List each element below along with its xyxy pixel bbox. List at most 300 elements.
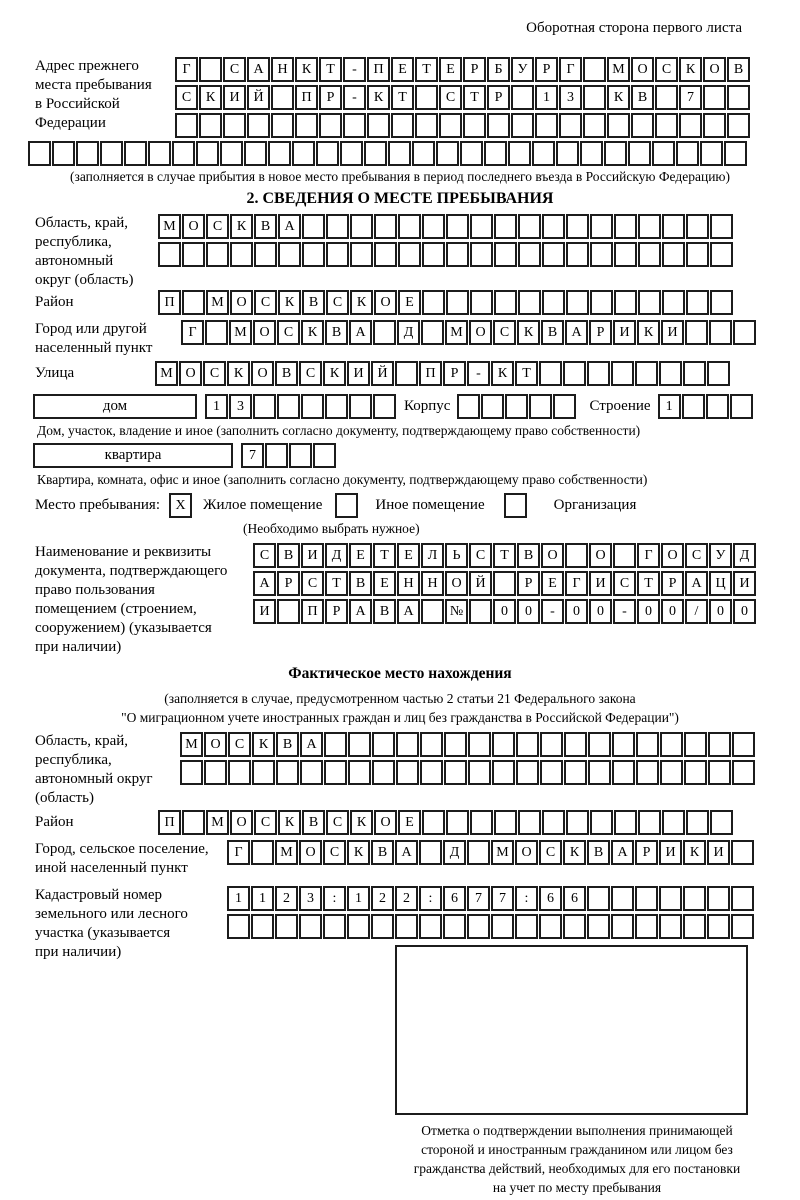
form-cell[interactable] [614, 810, 637, 835]
form-cell[interactable]: С [469, 543, 492, 568]
form-cell[interactable]: Й [371, 361, 394, 386]
form-cell[interactable]: О [703, 57, 726, 82]
form-cell[interactable] [655, 113, 678, 138]
form-cell[interactable]: Р [319, 85, 342, 110]
form-cell[interactable]: С [206, 214, 229, 239]
form-cell[interactable]: Р [635, 840, 658, 865]
form-cell[interactable]: Г [559, 57, 582, 82]
form-cell[interactable]: И [301, 543, 324, 568]
form-cell[interactable]: Н [397, 571, 420, 596]
form-cell[interactable]: Т [391, 85, 414, 110]
form-cell[interactable] [588, 732, 611, 757]
form-cell[interactable] [446, 290, 469, 315]
form-cell[interactable] [265, 443, 288, 468]
form-cell[interactable]: Р [535, 57, 558, 82]
form-cell[interactable] [244, 141, 267, 166]
form-cell[interactable] [446, 242, 469, 267]
form-cell[interactable]: К [367, 85, 390, 110]
form-cell[interactable] [566, 242, 589, 267]
form-cell[interactable]: Н [271, 57, 294, 82]
form-cell[interactable]: 2 [371, 886, 394, 911]
form-cell[interactable] [205, 320, 228, 345]
form-cell[interactable]: К [230, 214, 253, 239]
form-cell[interactable]: К [301, 320, 324, 345]
form-cell[interactable]: С [228, 732, 251, 757]
form-cell[interactable] [374, 214, 397, 239]
form-cell[interactable] [638, 290, 661, 315]
form-cell[interactable] [415, 85, 438, 110]
form-cell[interactable]: Ь [445, 543, 468, 568]
form-cell[interactable]: О [374, 290, 397, 315]
form-cell[interactable] [529, 394, 552, 419]
form-cell[interactable] [553, 394, 576, 419]
form-cell[interactable] [289, 443, 312, 468]
form-cell[interactable] [247, 113, 270, 138]
form-cell[interactable] [422, 810, 445, 835]
form-cell[interactable] [251, 840, 274, 865]
form-cell[interactable]: О [374, 810, 397, 835]
form-cell[interactable] [492, 760, 515, 785]
form-cell[interactable] [300, 760, 323, 785]
form-cell[interactable] [180, 760, 203, 785]
form-cell[interactable] [228, 760, 251, 785]
form-cell[interactable] [460, 141, 483, 166]
form-cell[interactable] [251, 914, 274, 939]
form-cell[interactable]: 0 [733, 599, 756, 624]
form-cell[interactable]: 7 [679, 85, 702, 110]
form-cell[interactable]: Д [397, 320, 420, 345]
form-cell[interactable] [613, 543, 636, 568]
form-cell[interactable]: Р [487, 85, 510, 110]
form-cell[interactable]: Т [373, 543, 396, 568]
form-cell[interactable]: К [683, 840, 706, 865]
form-cell[interactable]: Р [277, 571, 300, 596]
form-cell[interactable] [706, 394, 729, 419]
form-cell[interactable]: С [253, 543, 276, 568]
form-cell[interactable] [457, 394, 480, 419]
form-cell[interactable]: В [349, 571, 372, 596]
form-cell[interactable] [731, 914, 754, 939]
form-cell[interactable] [419, 914, 442, 939]
form-cell[interactable]: П [295, 85, 318, 110]
form-cell[interactable] [324, 760, 347, 785]
form-cell[interactable]: 7 [467, 886, 490, 911]
form-cell[interactable]: : [515, 886, 538, 911]
form-cell[interactable] [604, 141, 627, 166]
form-cell[interactable]: С [277, 320, 300, 345]
form-cell[interactable] [301, 394, 324, 419]
form-cell[interactable]: П [301, 599, 324, 624]
form-cell[interactable]: В [275, 361, 298, 386]
form-cell[interactable] [564, 760, 587, 785]
form-cell[interactable]: 3 [559, 85, 582, 110]
form-cell[interactable]: - [467, 361, 490, 386]
form-cell[interactable]: Е [373, 571, 396, 596]
apartment-box[interactable]: квартира [33, 443, 233, 468]
form-cell[interactable]: П [158, 290, 181, 315]
form-cell[interactable] [422, 242, 445, 267]
form-cell[interactable]: Е [349, 543, 372, 568]
form-cell[interactable]: М [180, 732, 203, 757]
form-cell[interactable] [276, 760, 299, 785]
form-cell[interactable] [487, 113, 510, 138]
form-cell[interactable]: А [397, 599, 420, 624]
form-cell[interactable]: И [589, 571, 612, 596]
form-cell[interactable]: С [493, 320, 516, 345]
form-cell[interactable]: И [253, 599, 276, 624]
form-cell[interactable]: А [349, 320, 372, 345]
form-cell[interactable] [731, 840, 754, 865]
form-cell[interactable]: Е [439, 57, 462, 82]
form-cell[interactable]: М [275, 840, 298, 865]
form-cell[interactable]: В [541, 320, 564, 345]
form-cell[interactable]: С [613, 571, 636, 596]
form-cell[interactable]: 1 [251, 886, 274, 911]
form-cell[interactable] [373, 394, 396, 419]
form-cell[interactable] [628, 141, 651, 166]
form-cell[interactable] [559, 113, 582, 138]
form-cell[interactable] [172, 141, 195, 166]
form-cell[interactable] [148, 141, 171, 166]
form-cell[interactable]: Р [443, 361, 466, 386]
form-cell[interactable] [421, 599, 444, 624]
form-cell[interactable] [444, 732, 467, 757]
form-cell[interactable]: И [707, 840, 730, 865]
form-cell[interactable]: 0 [637, 599, 660, 624]
form-cell[interactable]: Т [325, 571, 348, 596]
form-cell[interactable]: О [253, 320, 276, 345]
form-cell[interactable] [439, 113, 462, 138]
form-cell[interactable] [732, 760, 755, 785]
form-cell[interactable]: К [679, 57, 702, 82]
form-cell[interactable] [367, 113, 390, 138]
form-cell[interactable] [446, 214, 469, 239]
form-cell[interactable] [340, 141, 363, 166]
form-cell[interactable]: - [613, 599, 636, 624]
form-cell[interactable] [494, 242, 517, 267]
form-cell[interactable]: Е [398, 290, 421, 315]
form-cell[interactable] [612, 732, 635, 757]
form-cell[interactable] [278, 242, 301, 267]
form-cell[interactable] [326, 242, 349, 267]
house-box[interactable]: дом [33, 394, 197, 419]
form-cell[interactable]: Г [565, 571, 588, 596]
form-cell[interactable] [590, 290, 613, 315]
form-cell[interactable]: Т [637, 571, 660, 596]
form-cell[interactable]: Р [463, 57, 486, 82]
form-cell[interactable] [374, 242, 397, 267]
form-cell[interactable] [556, 141, 579, 166]
form-cell[interactable]: М [491, 840, 514, 865]
form-cell[interactable]: 1 [347, 886, 370, 911]
form-cell[interactable]: № [445, 599, 468, 624]
form-cell[interactable]: Д [733, 543, 756, 568]
form-cell[interactable] [516, 760, 539, 785]
form-cell[interactable] [275, 914, 298, 939]
form-cell[interactable] [710, 290, 733, 315]
form-cell[interactable]: С [203, 361, 226, 386]
form-cell[interactable]: М [607, 57, 630, 82]
form-cell[interactable]: С [323, 840, 346, 865]
form-cell[interactable] [505, 394, 528, 419]
form-cell[interactable]: И [613, 320, 636, 345]
form-cell[interactable] [302, 214, 325, 239]
form-cell[interactable] [388, 141, 411, 166]
form-cell[interactable] [708, 732, 731, 757]
form-cell[interactable]: О [179, 361, 202, 386]
form-cell[interactable] [371, 914, 394, 939]
form-cell[interactable] [724, 141, 747, 166]
form-cell[interactable] [299, 914, 322, 939]
form-cell[interactable]: А [300, 732, 323, 757]
stay-option-residential-checkbox[interactable]: X [169, 493, 192, 518]
form-cell[interactable]: - [541, 599, 564, 624]
form-cell[interactable]: Т [463, 85, 486, 110]
form-cell[interactable] [395, 361, 418, 386]
form-cell[interactable]: С [655, 57, 678, 82]
form-cell[interactable] [682, 394, 705, 419]
form-cell[interactable] [588, 760, 611, 785]
form-cell[interactable]: Т [319, 57, 342, 82]
form-cell[interactable] [316, 141, 339, 166]
form-cell[interactable] [253, 394, 276, 419]
form-cell[interactable] [542, 290, 565, 315]
form-cell[interactable] [372, 732, 395, 757]
form-cell[interactable] [612, 760, 635, 785]
form-cell[interactable]: И [347, 361, 370, 386]
form-cell[interactable]: В [727, 57, 750, 82]
form-cell[interactable] [700, 141, 723, 166]
form-cell[interactable] [611, 886, 634, 911]
form-cell[interactable] [660, 732, 683, 757]
form-cell[interactable] [707, 914, 730, 939]
form-cell[interactable] [470, 214, 493, 239]
form-cell[interactable] [254, 242, 277, 267]
form-cell[interactable]: А [247, 57, 270, 82]
form-cell[interactable] [398, 214, 421, 239]
form-cell[interactable] [295, 113, 318, 138]
form-cell[interactable] [638, 810, 661, 835]
form-cell[interactable] [271, 113, 294, 138]
form-cell[interactable]: О [469, 320, 492, 345]
form-cell[interactable]: 1 [535, 85, 558, 110]
form-cell[interactable] [481, 394, 504, 419]
form-cell[interactable] [324, 732, 347, 757]
form-cell[interactable] [444, 760, 467, 785]
form-cell[interactable] [511, 85, 534, 110]
form-cell[interactable] [175, 113, 198, 138]
form-cell[interactable]: С [301, 571, 324, 596]
form-cell[interactable]: К [252, 732, 275, 757]
form-cell[interactable]: К [491, 361, 514, 386]
form-cell[interactable] [518, 242, 541, 267]
form-cell[interactable] [391, 113, 414, 138]
form-cell[interactable]: Т [515, 361, 538, 386]
form-cell[interactable] [325, 394, 348, 419]
form-cell[interactable]: Й [469, 571, 492, 596]
form-cell[interactable] [220, 141, 243, 166]
form-cell[interactable] [607, 113, 630, 138]
form-cell[interactable]: Д [325, 543, 348, 568]
form-cell[interactable] [373, 320, 396, 345]
form-cell[interactable] [587, 361, 610, 386]
form-cell[interactable]: П [158, 810, 181, 835]
form-cell[interactable]: М [206, 290, 229, 315]
form-cell[interactable] [302, 242, 325, 267]
form-cell[interactable]: : [323, 886, 346, 911]
form-cell[interactable] [516, 732, 539, 757]
form-cell[interactable] [679, 113, 702, 138]
form-cell[interactable]: 7 [491, 886, 514, 911]
form-cell[interactable]: И [223, 85, 246, 110]
form-cell[interactable] [563, 361, 586, 386]
form-cell[interactable] [518, 810, 541, 835]
form-cell[interactable] [659, 886, 682, 911]
form-cell[interactable] [396, 732, 419, 757]
form-cell[interactable] [707, 361, 730, 386]
form-cell[interactable] [587, 914, 610, 939]
form-cell[interactable] [583, 57, 606, 82]
form-cell[interactable] [710, 810, 733, 835]
form-cell[interactable] [662, 214, 685, 239]
form-cell[interactable] [708, 760, 731, 785]
form-cell[interactable] [518, 290, 541, 315]
form-cell[interactable]: О [661, 543, 684, 568]
form-cell[interactable]: О [631, 57, 654, 82]
form-cell[interactable]: Й [247, 85, 270, 110]
form-cell[interactable] [470, 810, 493, 835]
form-cell[interactable]: Д [443, 840, 466, 865]
form-cell[interactable] [660, 760, 683, 785]
form-cell[interactable] [350, 214, 373, 239]
form-cell[interactable]: В [276, 732, 299, 757]
form-cell[interactable]: К [227, 361, 250, 386]
form-cell[interactable] [124, 141, 147, 166]
form-cell[interactable]: К [278, 810, 301, 835]
form-cell[interactable] [28, 141, 51, 166]
form-cell[interactable] [422, 214, 445, 239]
form-cell[interactable] [638, 242, 661, 267]
form-cell[interactable]: О [230, 810, 253, 835]
form-cell[interactable]: 7 [241, 443, 264, 468]
form-cell[interactable]: Н [421, 571, 444, 596]
form-cell[interactable] [204, 760, 227, 785]
form-cell[interactable]: В [302, 290, 325, 315]
form-cell[interactable] [492, 732, 515, 757]
form-cell[interactable]: С [254, 290, 277, 315]
form-cell[interactable] [733, 320, 756, 345]
form-cell[interactable] [540, 760, 563, 785]
form-cell[interactable] [223, 113, 246, 138]
form-cell[interactable] [182, 810, 205, 835]
form-cell[interactable] [494, 290, 517, 315]
form-cell[interactable] [566, 810, 589, 835]
form-cell[interactable] [158, 242, 181, 267]
form-cell[interactable] [566, 290, 589, 315]
form-cell[interactable]: Е [391, 57, 414, 82]
form-cell[interactable] [420, 732, 443, 757]
form-cell[interactable]: Р [325, 599, 348, 624]
form-cell[interactable] [532, 141, 555, 166]
form-cell[interactable] [268, 141, 291, 166]
form-cell[interactable] [542, 214, 565, 239]
form-cell[interactable]: 2 [275, 886, 298, 911]
form-cell[interactable] [727, 113, 750, 138]
form-cell[interactable]: А [685, 571, 708, 596]
form-cell[interactable]: А [395, 840, 418, 865]
form-cell[interactable]: 3 [229, 394, 252, 419]
form-cell[interactable]: Г [637, 543, 660, 568]
form-cell[interactable]: К [347, 840, 370, 865]
form-cell[interactable]: 0 [709, 599, 732, 624]
form-cell[interactable]: 6 [539, 886, 562, 911]
form-cell[interactable]: В [254, 214, 277, 239]
form-cell[interactable] [583, 85, 606, 110]
form-cell[interactable] [659, 914, 682, 939]
form-cell[interactable]: С [439, 85, 462, 110]
form-cell[interactable]: В [517, 543, 540, 568]
form-cell[interactable]: 6 [443, 886, 466, 911]
form-cell[interactable]: С [685, 543, 708, 568]
form-cell[interactable] [421, 320, 444, 345]
form-cell[interactable] [590, 810, 613, 835]
form-cell[interactable]: О [445, 571, 468, 596]
form-cell[interactable] [349, 394, 372, 419]
form-cell[interactable]: С [175, 85, 198, 110]
form-cell[interactable] [727, 85, 750, 110]
form-cell[interactable] [252, 760, 275, 785]
form-cell[interactable] [277, 599, 300, 624]
form-cell[interactable] [182, 242, 205, 267]
form-cell[interactable] [182, 290, 205, 315]
form-cell[interactable]: 3 [299, 886, 322, 911]
form-cell[interactable] [587, 886, 610, 911]
form-cell[interactable] [350, 242, 373, 267]
form-cell[interactable] [199, 57, 222, 82]
form-cell[interactable]: В [587, 840, 610, 865]
form-cell[interactable] [227, 914, 250, 939]
form-cell[interactable] [732, 732, 755, 757]
form-cell[interactable]: 0 [493, 599, 516, 624]
form-cell[interactable] [686, 290, 709, 315]
form-cell[interactable]: К [350, 290, 373, 315]
form-cell[interactable] [515, 914, 538, 939]
form-cell[interactable] [686, 214, 709, 239]
form-cell[interactable]: О [251, 361, 274, 386]
form-cell[interactable]: Ц [709, 571, 732, 596]
form-cell[interactable]: Л [421, 543, 444, 568]
form-cell[interactable] [100, 141, 123, 166]
form-cell[interactable]: С [539, 840, 562, 865]
form-cell[interactable]: В [373, 599, 396, 624]
form-cell[interactable] [343, 113, 366, 138]
form-cell[interactable] [422, 290, 445, 315]
form-cell[interactable]: О [182, 214, 205, 239]
form-cell[interactable]: А [349, 599, 372, 624]
form-cell[interactable] [540, 732, 563, 757]
form-cell[interactable]: Т [493, 543, 516, 568]
form-cell[interactable]: 1 [227, 886, 250, 911]
form-cell[interactable] [491, 914, 514, 939]
form-cell[interactable]: В [631, 85, 654, 110]
form-cell[interactable] [590, 242, 613, 267]
form-cell[interactable]: П [367, 57, 390, 82]
form-cell[interactable]: С [299, 361, 322, 386]
form-cell[interactable] [583, 113, 606, 138]
form-cell[interactable]: К [323, 361, 346, 386]
form-cell[interactable] [230, 242, 253, 267]
form-cell[interactable]: С [326, 810, 349, 835]
